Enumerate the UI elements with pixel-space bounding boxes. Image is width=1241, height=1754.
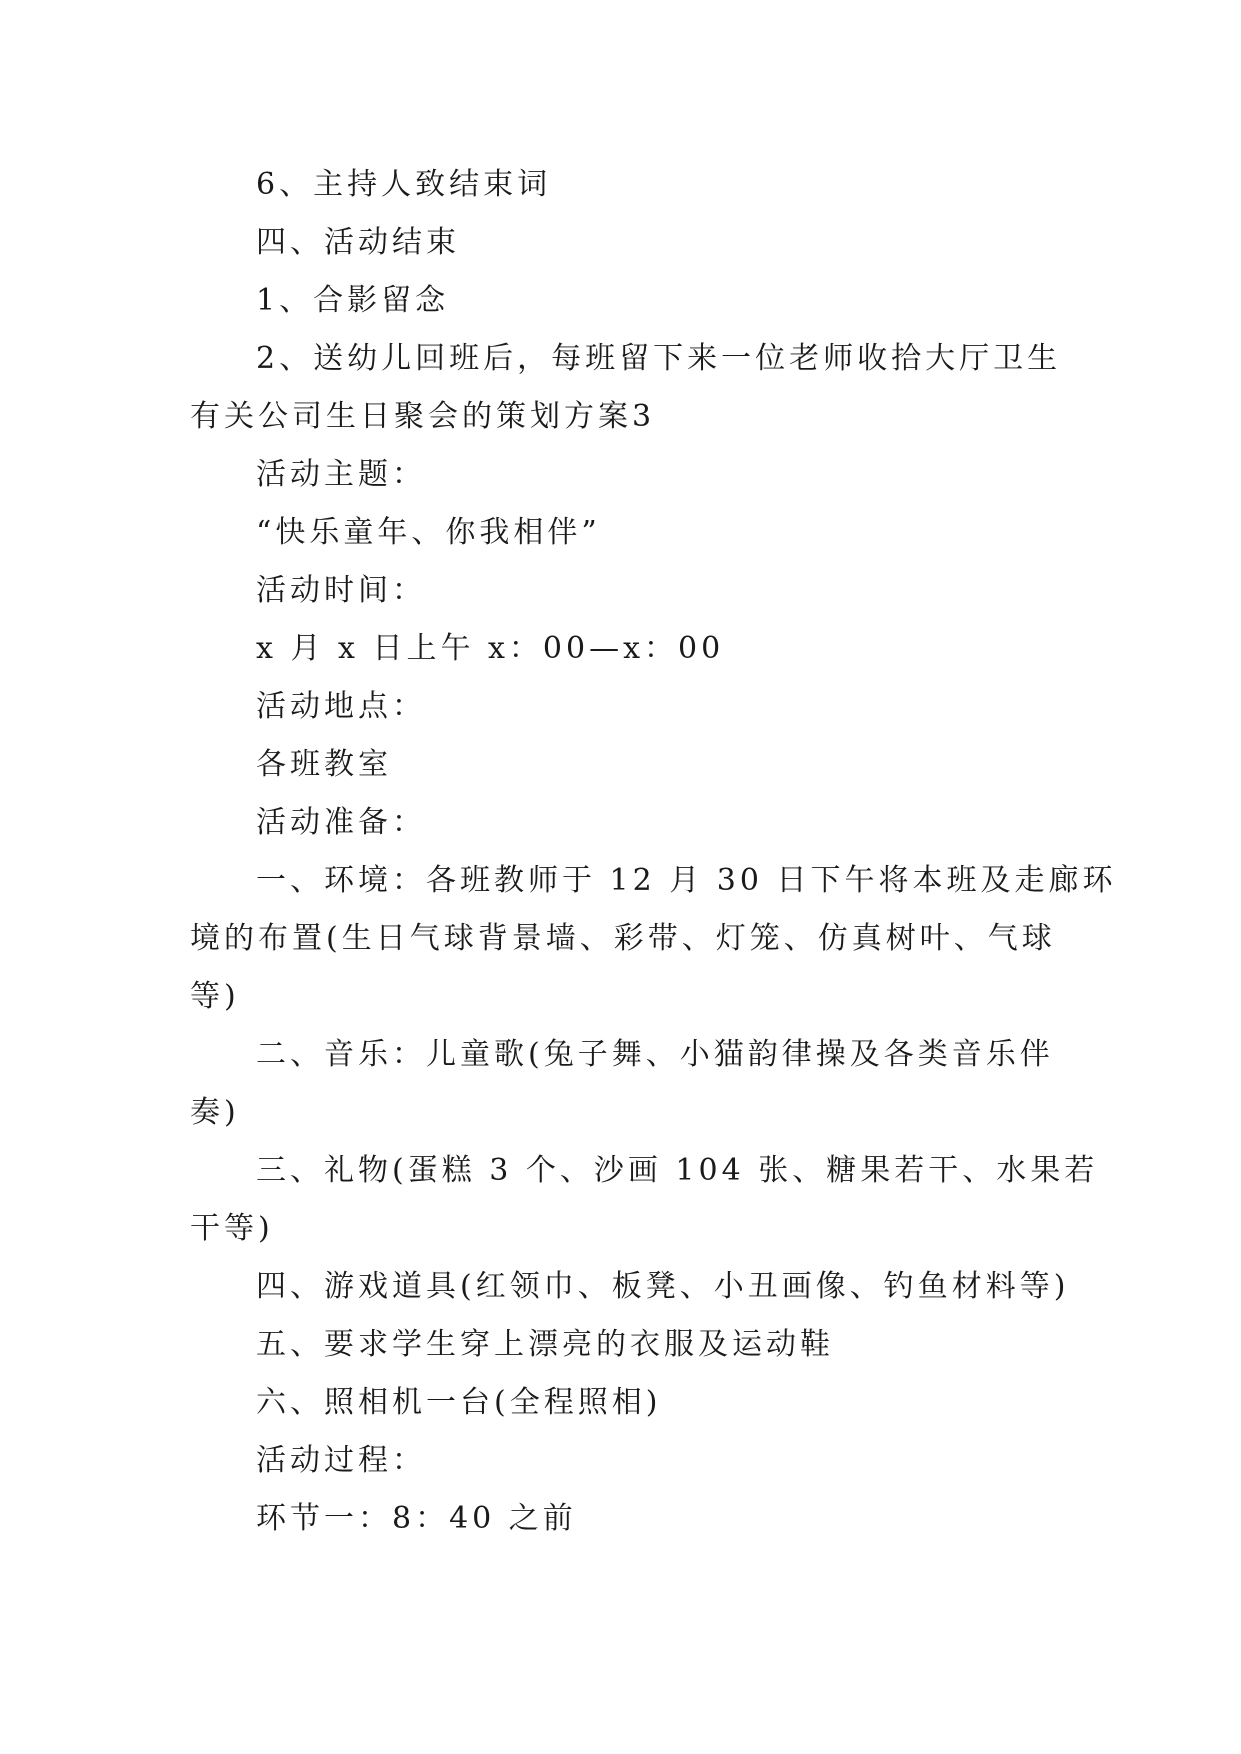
paragraph: 活动时间： — [256, 573, 426, 608]
paragraph: 五、要求学生穿上漂亮的衣服及运动鞋 — [256, 1327, 834, 1362]
paragraph: 六、照相机一台(全程照相) — [256, 1385, 662, 1420]
paragraph: x 月 x 日上午 x：00—x：00 — [256, 631, 725, 666]
paragraph-continuation-line: 境的布置(生日气球背景墙、彩带、灯笼、仿真树叶、气球 — [190, 921, 1056, 956]
paragraph: 活动主题： — [256, 457, 426, 492]
paragraph: “快乐童年、你我相伴” — [256, 515, 601, 550]
paragraph: 活动准备： — [256, 805, 426, 840]
paragraph-continuation-line: 干等) — [190, 1211, 274, 1246]
paragraph: 活动过程： — [256, 1443, 426, 1478]
paragraph: 1、合影留念 — [256, 283, 450, 318]
paragraph: 6、主持人致结束词 — [256, 167, 552, 202]
paragraph: 四、活动结束 — [256, 225, 460, 260]
paragraph: 三、礼物(蛋糕 3 个、沙画 104 张、糖果若干、水果若 — [256, 1153, 1099, 1188]
paragraph-continuation-line: 等) — [190, 979, 240, 1014]
paragraph: 二、音乐：儿童歌(兔子舞、小猫韵律操及各类音乐伴 — [256, 1037, 1054, 1072]
paragraph: 各班教室 — [256, 747, 392, 782]
paragraph: 四、游戏道具(红领巾、板凳、小丑画像、钓鱼材料等) — [256, 1269, 1070, 1304]
paragraph: 活动地点： — [256, 689, 426, 724]
paragraph: 一、环境：各班教师于 12 月 30 日下午将本班及走廊环 — [256, 863, 1117, 898]
paragraph: 有关公司生日聚会的策划方案3 — [190, 399, 656, 434]
paragraph: 2、送幼儿回班后，每班留下来一位老师收拾大厅卫生 — [256, 341, 1062, 376]
paragraph-continuation-line: 奏) — [190, 1095, 240, 1130]
document-body — [190, 156, 1117, 1548]
paragraph: 环节一：8：40 之前 — [256, 1501, 577, 1536]
